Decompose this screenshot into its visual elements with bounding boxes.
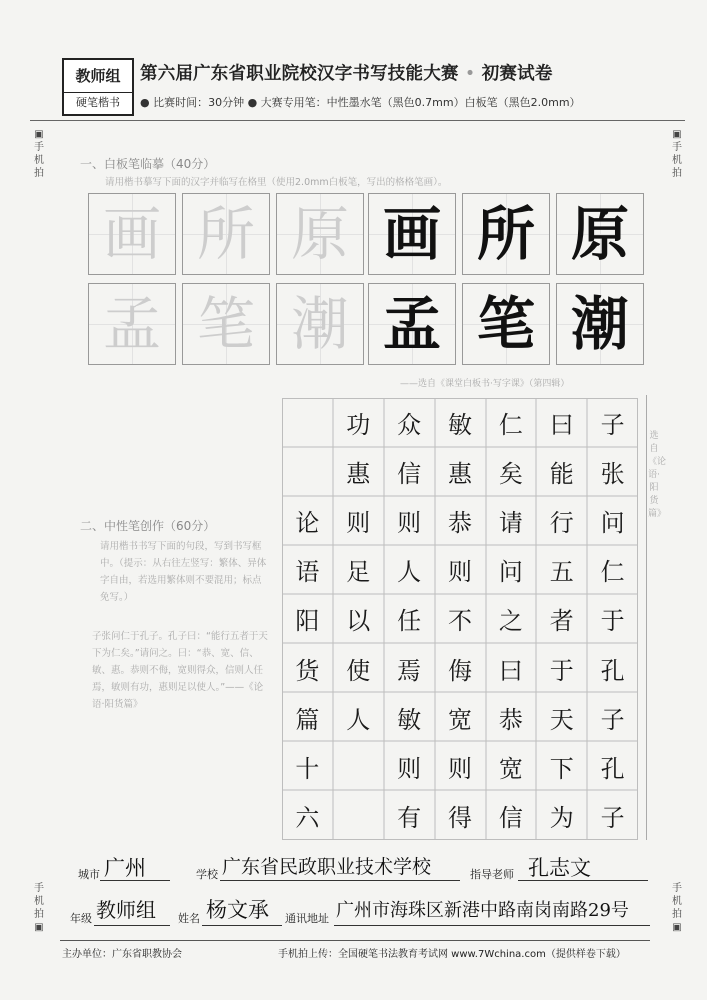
grade-underline	[94, 925, 170, 926]
badge-style: 硬笔楷书	[76, 96, 120, 109]
handwritten-char: 五	[549, 558, 574, 587]
city-label: 城市	[78, 868, 100, 881]
handwritten-char: 问	[600, 509, 625, 538]
handwritten-char: 阳	[295, 607, 320, 636]
section1-source: ——选自《课堂白板书·写字课》（第四辑）	[400, 379, 570, 389]
address-label: 通讯地址	[285, 912, 329, 925]
handwritten-char: 请	[498, 509, 523, 538]
handwritten-char: 信	[498, 803, 523, 832]
handwritten-char: 任	[397, 607, 422, 636]
handwritten-char: 人	[346, 705, 371, 734]
side-text: 手机拍	[34, 883, 44, 920]
section2-excerpt: 子张问仁于孔子。孔子曰：“能行五者于天下为仁矣。”请问之。曰：“恭、宽、信、敏、惠。恭则不侮，宽则得众，信则人任焉，敏则有功，惠则足以使人。”——《论语·阳货篇》	[92, 631, 268, 710]
handwritten-char: 敏	[448, 411, 472, 440]
handwritten-char: 矣	[498, 460, 523, 489]
exam-rules: ● 比赛时间：30分钟 ● 大赛专用笔：中性墨水笔（黑色0.7mm）白板笔（黑色2.0mm）	[140, 96, 581, 109]
handwritten-char: 孔	[600, 656, 625, 685]
section1-instruction: 请用楷书摹写下面的汉字并临写在格里（使用2.0mm白板笔，写出的格格笔画）。	[105, 177, 448, 188]
written-char: 孟	[382, 290, 441, 358]
handwritten-char: 宽	[448, 705, 472, 734]
handwritten-char: 敏	[397, 705, 422, 734]
handwritten-char: 则	[346, 509, 371, 538]
handwritten-char: 于	[549, 656, 574, 685]
written-char: 所	[476, 200, 535, 268]
writing-grid	[282, 398, 638, 840]
side-text: 手机拍	[672, 142, 682, 179]
copy-cell-written	[368, 283, 456, 365]
grade-value[interactable]: 教师组	[96, 898, 156, 922]
handwritten-char: 仁	[498, 411, 523, 440]
handwritten-char: 众	[397, 411, 422, 440]
copy-cell-template	[88, 193, 176, 275]
handwritten-char: 十	[295, 754, 320, 783]
copy-cell-written	[368, 193, 456, 275]
handwritten-char: 篇	[295, 705, 320, 734]
handwritten-char: 为	[549, 803, 574, 832]
handwritten-char: 孔	[600, 754, 625, 783]
handwritten-char: 子	[600, 705, 625, 734]
title-suffix: 初赛试卷	[481, 64, 553, 84]
side-label-bottom-left	[30, 882, 48, 934]
right-note: 选自《论语·阳货篇》	[648, 431, 667, 519]
side-text: 手机拍	[34, 142, 44, 179]
handwritten-char: 信	[397, 460, 422, 489]
copy-cell-template	[182, 283, 270, 365]
badge-group: 教师组	[64, 60, 132, 93]
school-value[interactable]: 广东省民政职业技术学校	[222, 856, 432, 878]
template-char: 笔	[196, 290, 255, 358]
teacher-value[interactable]: 孔志文	[528, 856, 591, 880]
handwritten-char: 仁	[600, 558, 625, 587]
written-char: 原	[570, 200, 629, 268]
section2-intro: 请用楷书书写下面的句段，写到书写框中。（提示：从右往左竖写：繁体、异体字自由，若选用繁体则不要混用；标点免写。）	[100, 541, 267, 603]
city-value[interactable]: 广州	[104, 856, 146, 880]
handwritten-char: 恭	[498, 705, 523, 734]
handwritten-char: 惠	[346, 460, 371, 489]
handwritten-char: 张	[600, 460, 625, 489]
grade-label: 年级	[70, 912, 92, 925]
copy-cell-template	[276, 283, 364, 365]
name-underline	[202, 925, 282, 926]
copy-cell-written	[462, 193, 550, 275]
page-title	[140, 60, 553, 85]
handwritten-char: 足	[346, 558, 371, 587]
handwritten-char: 天	[549, 705, 574, 734]
handwritten-char: 问	[498, 558, 523, 587]
name-label: 姓名	[178, 912, 200, 925]
handwritten-char: 者	[549, 607, 574, 636]
handwritten-char: 人	[397, 558, 422, 587]
school-label: 学校	[196, 868, 218, 881]
written-char: 画	[382, 200, 441, 268]
copy-cell-written	[556, 283, 644, 365]
handwritten-char: 宽	[498, 754, 523, 783]
camera-icon: ▣	[34, 129, 44, 140]
copy-cell-template	[88, 283, 176, 365]
handwritten-char: 子	[600, 803, 625, 832]
handwritten-char: 于	[600, 607, 625, 636]
handwritten-char: 则	[448, 754, 472, 783]
title-dot: •	[464, 64, 476, 84]
template-char: 原	[290, 200, 349, 268]
copy-cell-written	[556, 193, 644, 275]
handwritten-char: 使	[346, 656, 371, 685]
handwritten-char: 之	[498, 607, 523, 636]
copy-grid	[88, 193, 644, 367]
handwritten-char: 恭	[448, 509, 472, 538]
camera-icon: ▣	[672, 129, 682, 140]
group-badge	[62, 58, 134, 116]
handwritten-char: 以	[346, 607, 371, 636]
camera-icon: ▣	[672, 922, 682, 933]
footer-divider	[60, 940, 650, 941]
handwritten-char: 曰	[549, 411, 574, 440]
right-margin-line	[646, 395, 647, 840]
footer-organizer: 主办单位：广东省职教协会	[62, 949, 182, 960]
handwritten-char: 能	[549, 460, 574, 489]
title-main: 第六届广东省职业院校汉字书写技能大赛	[140, 64, 459, 84]
template-char: 画	[102, 200, 161, 268]
handwritten-char: 下	[549, 754, 574, 783]
handwritten-char: 焉	[397, 656, 422, 685]
address-value[interactable]: 广州市海珠区新港中路南岗南路29号	[336, 900, 629, 921]
handwritten-char: 行	[549, 509, 574, 538]
handwritten-char: 曰	[498, 656, 523, 685]
handwritten-char: 有	[397, 803, 422, 832]
template-char: 所	[196, 200, 255, 268]
copy-cell-template	[182, 193, 270, 275]
teacher-label: 指导老师	[470, 868, 514, 881]
written-char: 笔	[476, 290, 535, 358]
camera-icon: ▣	[34, 922, 44, 933]
handwritten-char: 子	[600, 411, 625, 440]
written-char: 潮	[570, 290, 629, 358]
address-underline	[334, 925, 650, 926]
handwritten-char: 侮	[448, 656, 472, 685]
handwritten-char: 语	[295, 558, 320, 587]
handwritten-char: 惠	[448, 460, 472, 489]
handwritten-char: 则	[397, 754, 422, 783]
side-label-top-left	[30, 128, 48, 180]
name-value[interactable]: 杨文承	[206, 898, 269, 922]
footer-upload: 手机拍上传：全国硬笔书法教育考试网 www.7Wchina.com（提供样卷下载）	[278, 949, 626, 960]
handwritten-char: 则	[397, 509, 422, 538]
side-text: 手机拍	[672, 883, 682, 920]
copy-cell-template	[276, 193, 364, 275]
handwritten-char: 功	[346, 411, 371, 440]
template-char: 孟	[102, 290, 161, 358]
side-label-top-right	[668, 128, 686, 180]
header-divider	[30, 120, 685, 121]
handwritten-char: 得	[448, 803, 472, 832]
handwritten-char: 则	[448, 558, 472, 587]
copy-cell-written	[462, 283, 550, 365]
section2-title: 二、中性笔创作（60分）	[80, 519, 216, 533]
handwritten-char: 论	[295, 509, 320, 538]
handwritten-char: 货	[295, 656, 320, 685]
handwritten-char: 不	[448, 607, 472, 636]
template-char: 潮	[290, 290, 349, 358]
section1-title: 一、白板笔临摹（40分）	[80, 157, 216, 171]
school-underline	[220, 880, 460, 881]
handwritten-char: 六	[295, 803, 320, 832]
side-label-bottom-right	[668, 882, 686, 934]
